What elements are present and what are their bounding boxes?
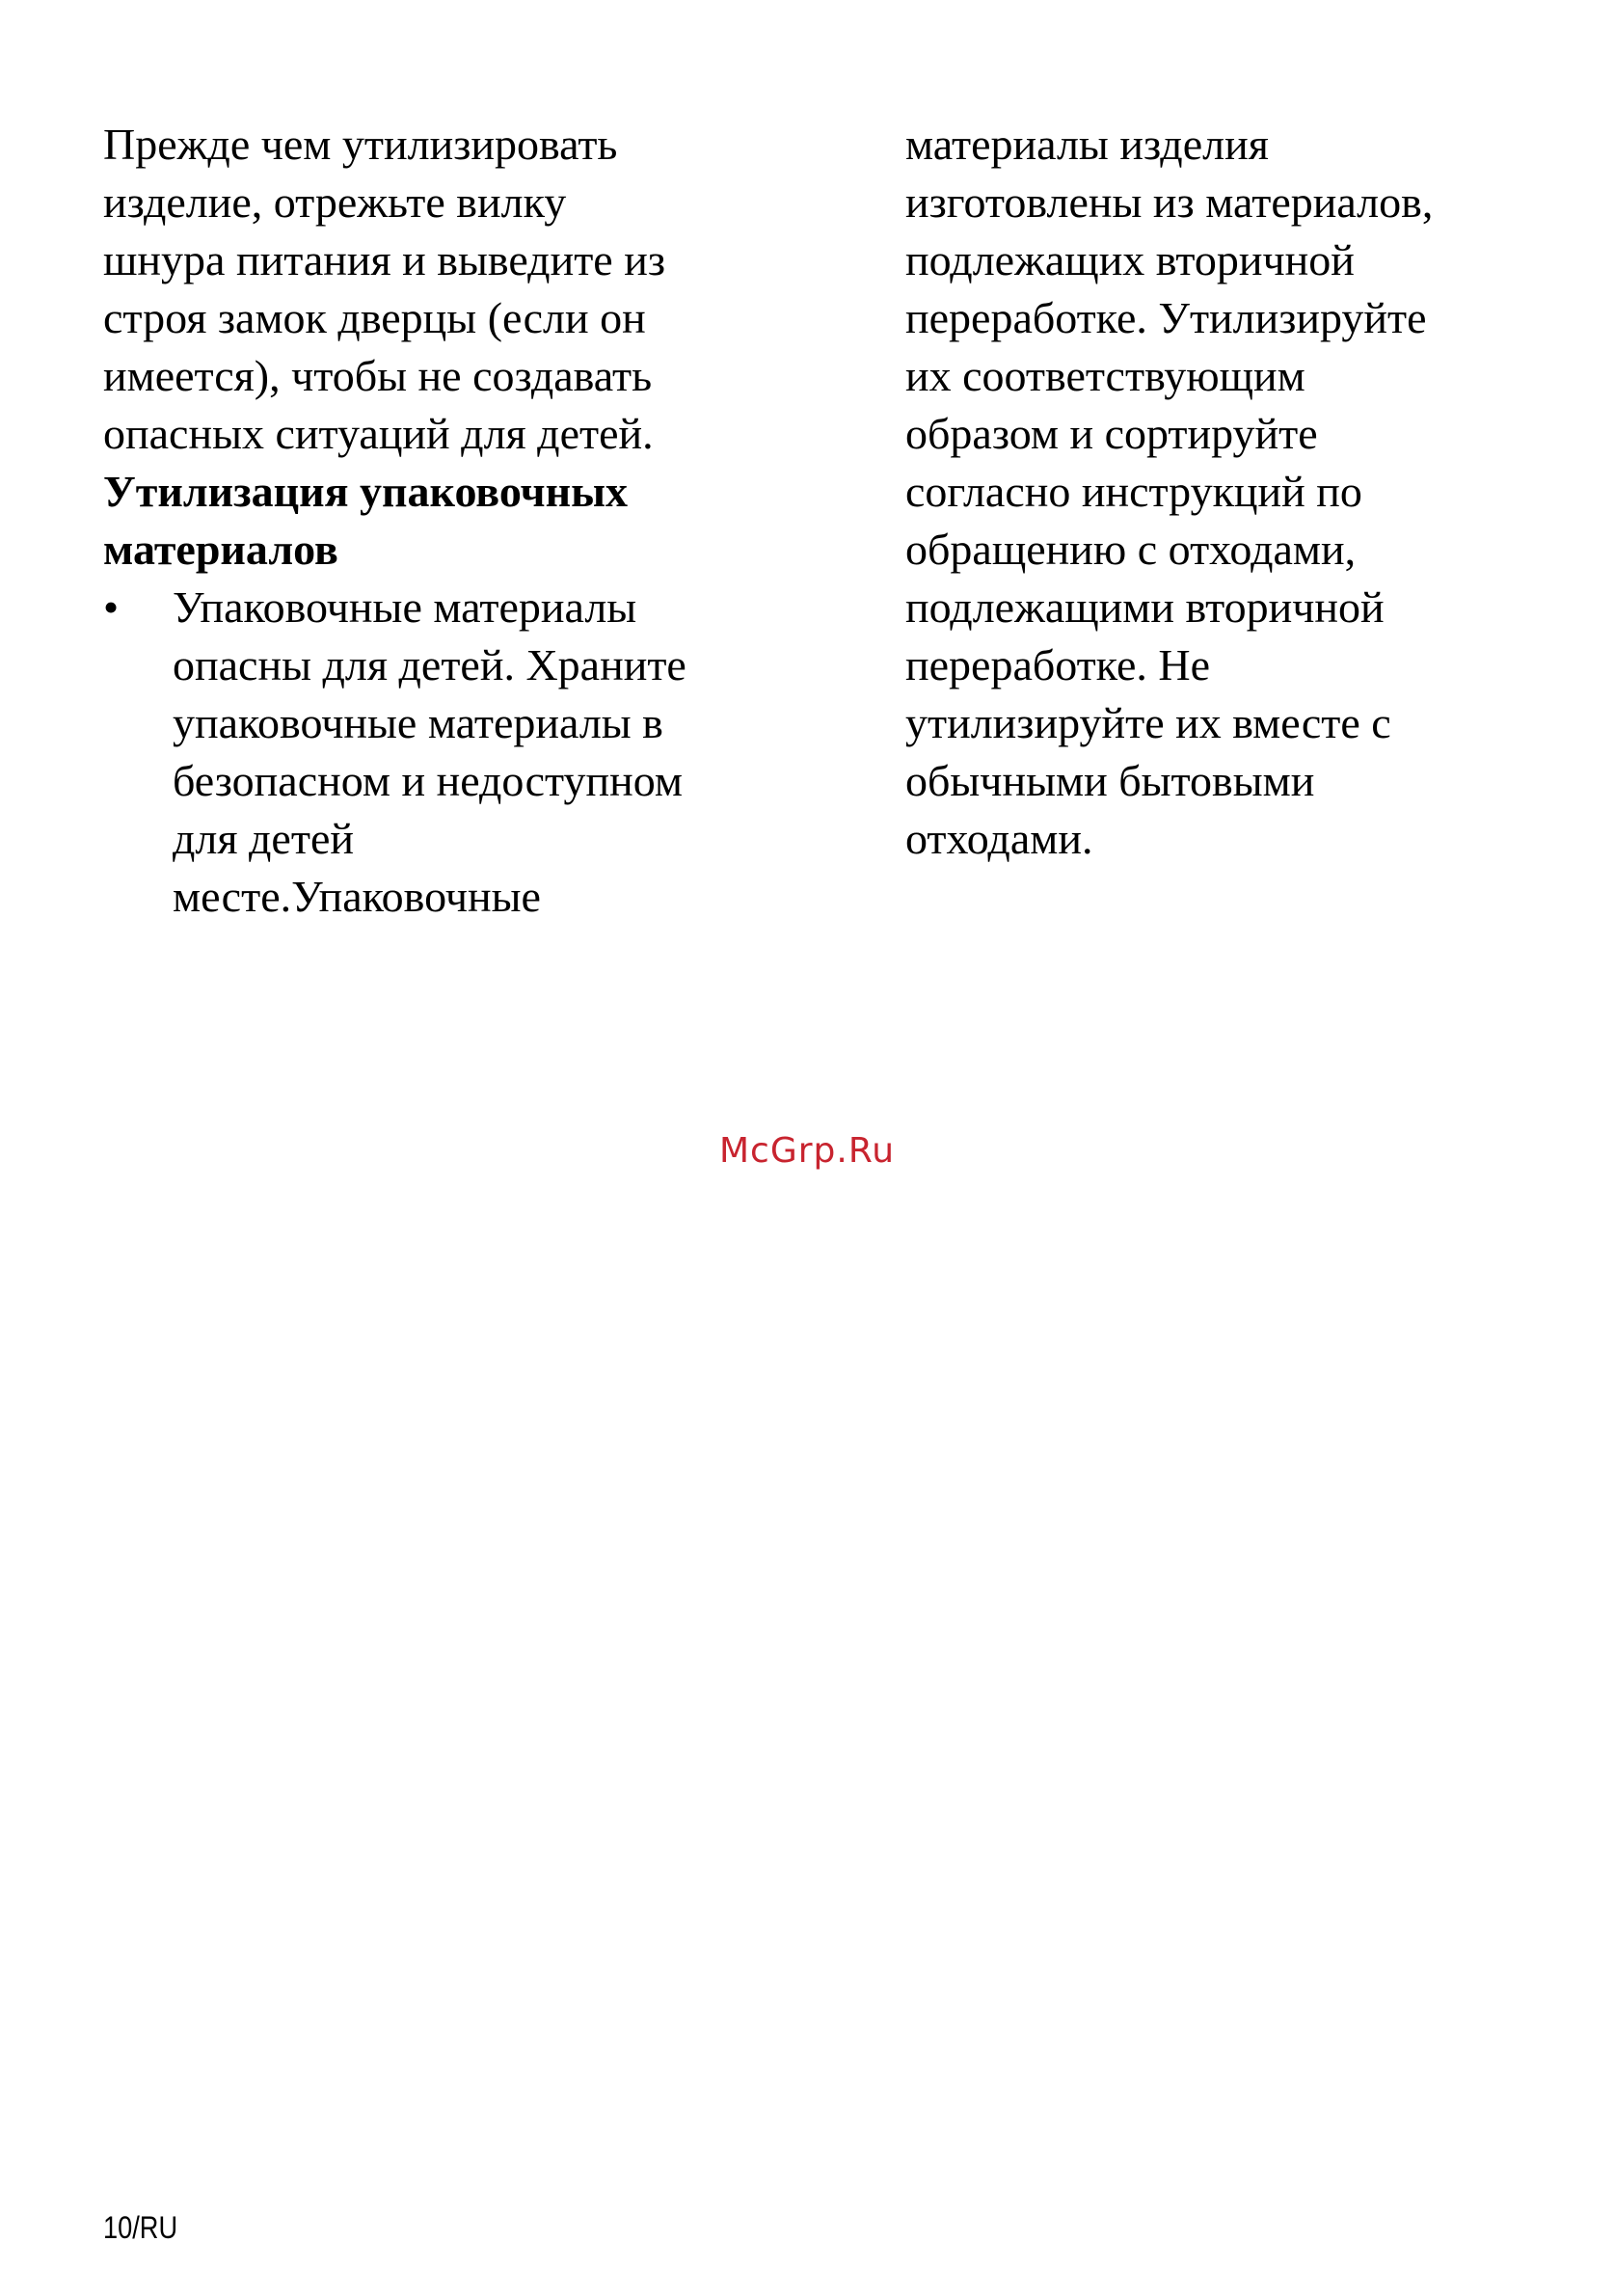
right-line: переработке. Не bbox=[905, 640, 1211, 689]
intro-line: Прежде чем утилизировать bbox=[103, 120, 618, 169]
watermark: McGrp.Ru bbox=[718, 1131, 896, 1171]
right-line: обычными бытовыми bbox=[905, 756, 1315, 805]
bullet-icon: • bbox=[103, 582, 120, 632]
bullet-line: безопасном и недоступном bbox=[173, 756, 683, 805]
bullet-line: месте.Упаковочные bbox=[173, 872, 541, 921]
right-line: подлежащих вторичной bbox=[905, 235, 1355, 284]
right-column bbox=[905, 116, 1532, 868]
right-line: изготовлены из материалов, bbox=[905, 177, 1434, 227]
intro-line: опасных ситуаций для детей. bbox=[103, 409, 654, 458]
intro-line: шнура питания и выведите из bbox=[103, 235, 665, 284]
right-line: утилизируйте их вместе с bbox=[905, 698, 1391, 747]
heading-line: материалов bbox=[103, 525, 338, 574]
right-line: материалы изделия bbox=[905, 120, 1269, 169]
intro-line: строя замок дверцы (если он bbox=[103, 293, 646, 342]
intro-line: изделие, отрежьте вилку bbox=[103, 177, 567, 227]
intro-paragraph bbox=[103, 116, 797, 463]
bullet-line: упаковочные материалы в bbox=[173, 698, 663, 747]
heading-line: Утилизация упаковочных bbox=[103, 467, 629, 516]
right-line: переработке. Утилизируйте bbox=[905, 293, 1427, 342]
bullet-line: опасны для детей. Храните bbox=[173, 640, 686, 689]
right-line: согласно инструкций по bbox=[905, 467, 1362, 516]
right-line: их соответствующим bbox=[905, 351, 1305, 400]
intro-line: имеется), чтобы не создавать bbox=[103, 351, 653, 400]
left-column bbox=[103, 116, 797, 926]
right-line: обращению с отходами, bbox=[905, 525, 1357, 574]
bullet-item bbox=[103, 579, 797, 926]
right-line: отходами. bbox=[905, 814, 1093, 863]
section-heading bbox=[103, 463, 797, 579]
bullet-line: для детей bbox=[173, 814, 354, 863]
page-number: 10/RU bbox=[103, 2210, 178, 2245]
right-line: подлежащими вторичной bbox=[905, 582, 1385, 632]
right-line: образом и сортируйте bbox=[905, 409, 1318, 458]
bullet-line: Упаковочные материалы bbox=[173, 582, 637, 632]
